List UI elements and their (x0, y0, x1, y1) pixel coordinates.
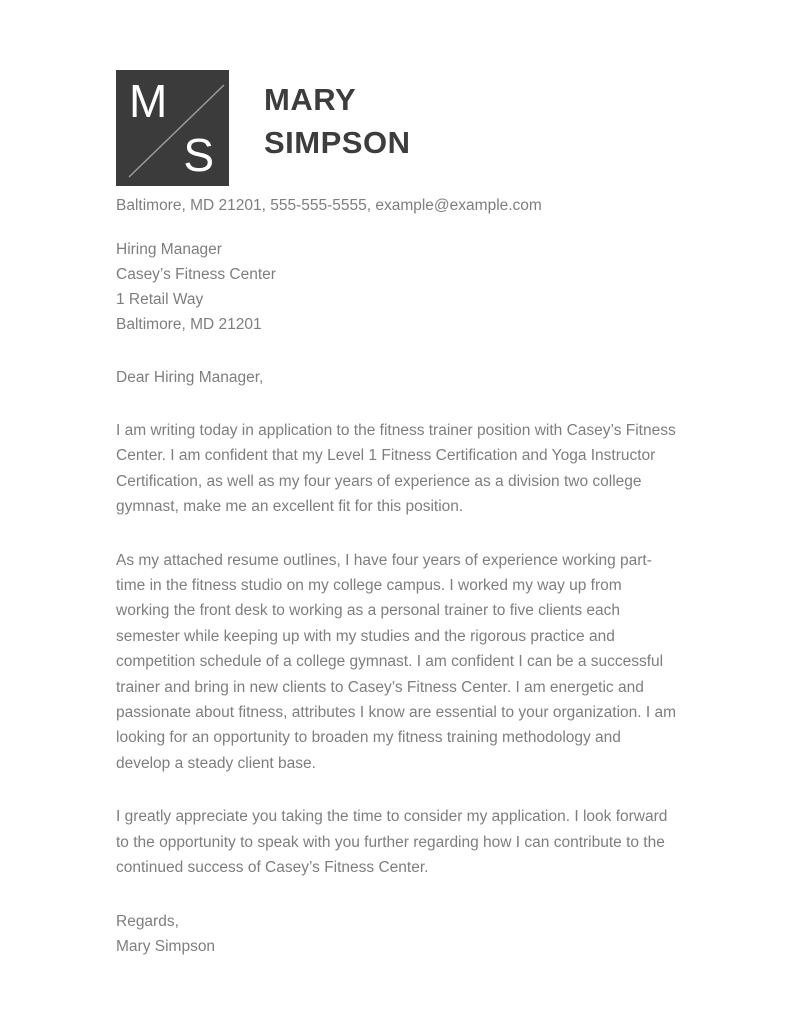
recipient-line: 1 Retail Way (116, 291, 204, 308)
monogram-logo (116, 70, 229, 186)
recipient-line: Casey’s Fitness Center (116, 266, 276, 283)
recipient-line: Hiring Manager (116, 241, 222, 258)
letter-header (116, 70, 678, 186)
signature: Mary Simpson (116, 937, 216, 955)
body-paragraph: I am writing today in application to the fitness trainer position with Casey’s Fitness Center. I am confident that my Level 1 Fitness Certification and Yoga Instructor Certification, as well as my four years of experience as a division two college gymnast, make me an excellent fit for this position. (116, 422, 676, 516)
applicant-name (264, 78, 410, 164)
applicant-last-name: SIMPSON (264, 125, 411, 160)
body-paragraph: As my attached resume outlines, I have four years of experience working part-time in the fitness studio on my college campus. I worked my way up from working the front desk to working as a personal trainer to five clients each semester while keeping up with my studies and the rigorous practice and competition schedule of a college gymnast. I am confident I can be a successful trainer and bring in new clients to Casey’s Fitness Center. I am energetic and passionate about fitness, attributes I know are essential to your organization. I am looking for an opportunity to broaden my fitness training methodology and develop a steady client base. (116, 551, 677, 772)
logo-initial-top: M (129, 75, 168, 127)
valediction: Regards, (116, 912, 179, 930)
recipient-line: Baltimore, MD 21201 (116, 316, 262, 333)
salutation: Dear Hiring Manager, (116, 369, 264, 386)
logo-initial-bottom: S (183, 129, 214, 181)
closing-block (116, 909, 678, 959)
contact-info-line: Baltimore, MD 21201, 555-555-5555, example@example.com (116, 197, 542, 214)
body-paragraph: I greatly appreciate you taking the time to consider my application. I look forward to the opportunity to speak with you further regarding how I can contribute to the continued success of Casey’s Fitness Center. (116, 808, 668, 877)
recipient-address-block (116, 237, 678, 337)
applicant-first-name: MARY (264, 82, 357, 117)
